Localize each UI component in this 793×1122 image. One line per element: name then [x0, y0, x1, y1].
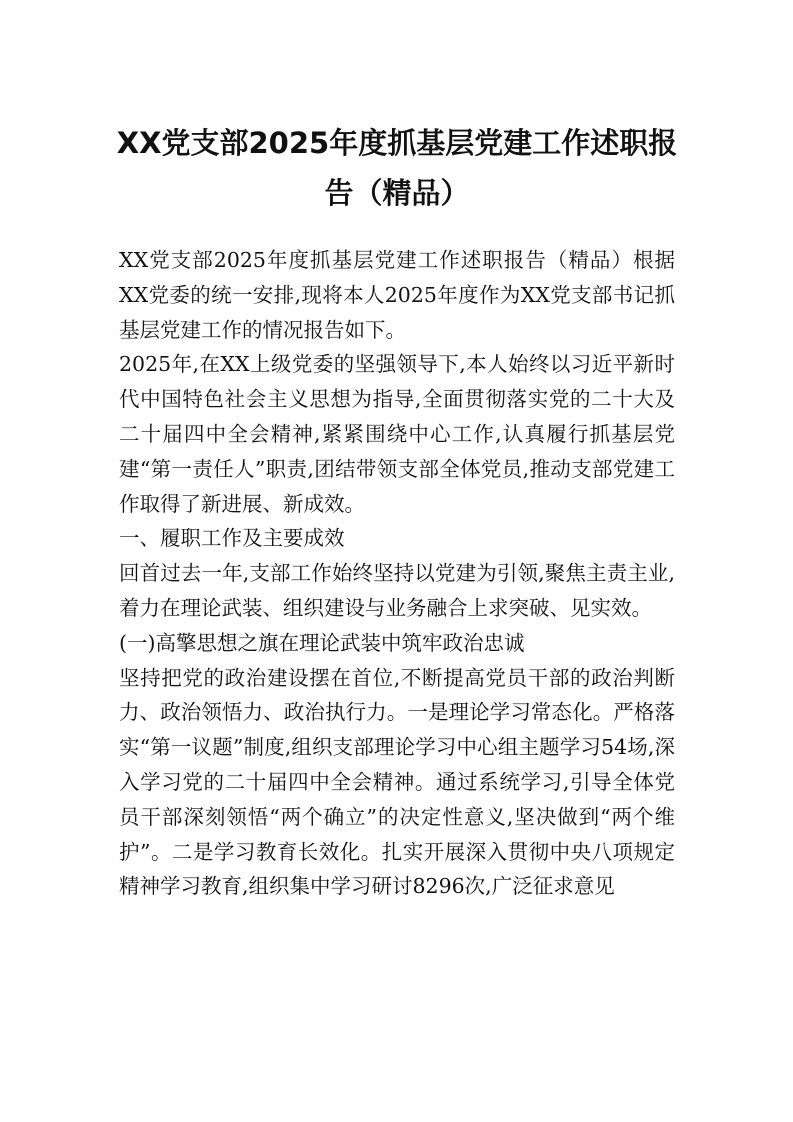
body-paragraph: 回首过去一年,支部工作始终坚持以党建为引领,聚焦主责主业,着力在理论武装、组织建设与业务融合上求突破、见实效。: [119, 561, 675, 620]
document-body: [119, 243, 675, 904]
body-paragraph: 坚持把党的政治建设摆在首位,不断提高党员干部的政治判断力、政治领悟力、政治执行力。一是理论学习常态化。严格落实“第一议题”制度,组织支部理论学习中心组主题学习54场,深入学习党的二十届四中全会精神。通过系统学习,引导全体党员干部深刻领悟“两个确立”的决定性意义,坚决做到“两个维护”。二是学习教育长效化。扎实开展深入贯彻中央八项规定精神学习教育,组织集中学习研讨8296次,广泛征求意见: [119, 665, 675, 899]
document-title: XX党支部2025年度抓基层党建工作述职报告（精品）: [116, 126, 678, 210]
section-heading: 一、履职工作及主要成效: [119, 526, 345, 551]
subsection-heading: (一)高擎思想之旗在理论武装中筑牢政治忠诚: [119, 630, 525, 655]
body-paragraph: 2025年,在XX上级党委的坚强领导下,本人始终以习近平新时代中国特色社会主义思想为指导,全面贯彻落实党的二十大及二十届四中全会精神,紧紧围绕中心工作,认真履行抓基层党建“第一责任人”职责,团结带领支部全体党员,推动支部党建工作取得了新进展、新成效。: [119, 352, 675, 516]
body-paragraph: XX党支部2025年度抓基层党建工作述职报告（精品）根据XX党委的统一安排,现将本人2025年度作为XX党支部书记抓基层党建工作的情况报告如下。: [119, 248, 675, 342]
